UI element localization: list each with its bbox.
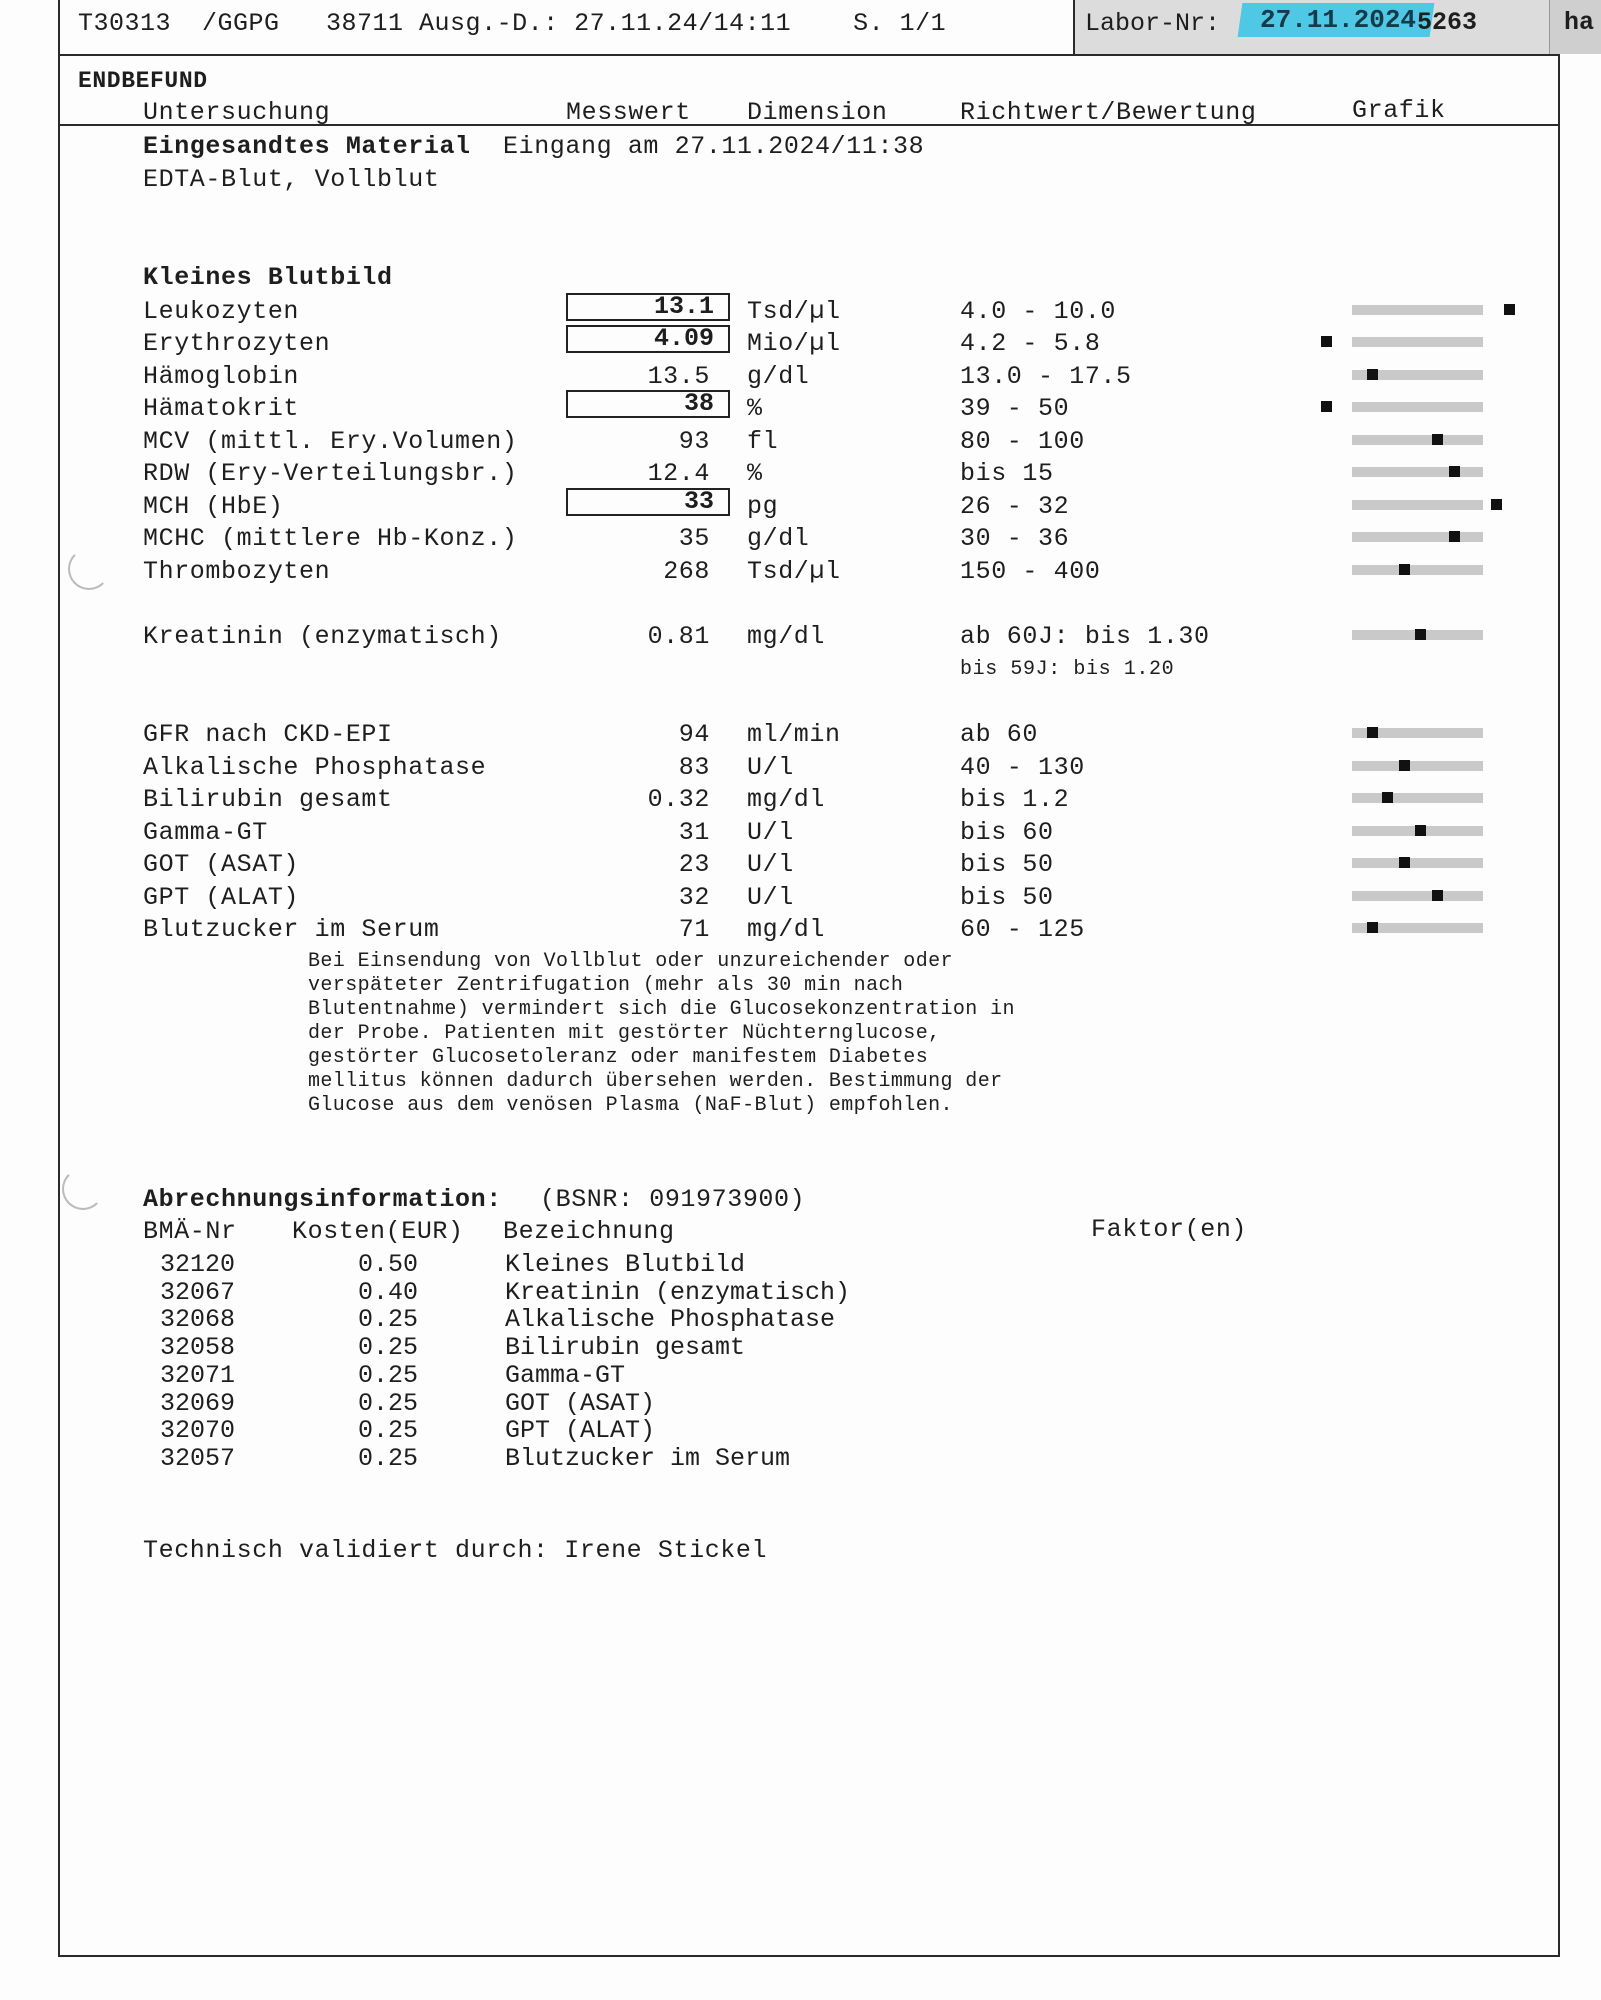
billing-code: 32058 bbox=[160, 1333, 236, 1363]
result-unit: Tsd/µl bbox=[747, 297, 841, 326]
result-value: 0.32 bbox=[647, 785, 710, 814]
result-name: Blutzucker im Serum bbox=[143, 915, 440, 944]
result-reference: 40 - 130 bbox=[960, 753, 1085, 782]
result-value-marker bbox=[1382, 792, 1393, 803]
result-value-marker bbox=[1432, 890, 1443, 901]
result-value-flagged: 4.09 bbox=[566, 325, 730, 353]
result-value-flagged: 38 bbox=[566, 390, 730, 418]
billing-code: 32070 bbox=[160, 1416, 236, 1446]
result-value-marker bbox=[1367, 922, 1378, 933]
result-value: 83 bbox=[678, 753, 710, 782]
billing-desc: GOT (ASAT) bbox=[505, 1388, 656, 1418]
result-range-bar bbox=[1352, 532, 1483, 542]
result-name: Thrombozyten bbox=[143, 557, 331, 586]
result-name: MCHC (mittlere Hb-Konz.) bbox=[143, 524, 518, 553]
labor-suffix: ha bbox=[1564, 8, 1595, 37]
billing-desc: Kreatinin (enzymatisch) bbox=[505, 1277, 851, 1307]
result-unit: pg bbox=[747, 492, 779, 521]
result-reference: bis 60 bbox=[960, 818, 1054, 847]
column-divider bbox=[58, 124, 1558, 126]
result-name: Alkalische Phosphatase bbox=[143, 753, 487, 782]
result-name: GFR nach CKD-EPI bbox=[143, 720, 393, 749]
result-name: MCV (mittl. Ery.Volumen) bbox=[143, 427, 518, 456]
billing-col-factor: Faktor(en) bbox=[1091, 1215, 1248, 1244]
labor-date: 27.11.2024 bbox=[1260, 5, 1417, 35]
result-reference: 4.2 - 5.8 bbox=[960, 329, 1101, 358]
punch-hole-mark bbox=[68, 548, 110, 590]
col-reference: Richtwert/Bewertung bbox=[960, 98, 1257, 127]
result-name: GOT (ASAT) bbox=[143, 850, 300, 879]
result-name: Bilirubin gesamt bbox=[143, 785, 393, 814]
result-value-marker bbox=[1415, 825, 1426, 836]
result-range-bar bbox=[1352, 337, 1483, 347]
result-reference: 4.0 - 10.0 bbox=[960, 297, 1117, 326]
result-unit: g/dl bbox=[747, 362, 810, 391]
result-reference: ab 60 bbox=[960, 720, 1039, 749]
billing-code: 32120 bbox=[160, 1250, 236, 1279]
result-unit: fl bbox=[747, 427, 779, 456]
result-unit: U/l bbox=[747, 753, 794, 782]
result-value-marker bbox=[1367, 369, 1378, 380]
billing-code: 32071 bbox=[160, 1360, 236, 1390]
result-unit: mg/dl bbox=[747, 785, 826, 814]
result-reference: bis 1.2 bbox=[960, 785, 1070, 814]
billing-desc: Alkalische Phosphatase bbox=[505, 1305, 836, 1335]
report-status: ENDBEFUND bbox=[78, 68, 208, 94]
billing-desc: Bilirubin gesamt bbox=[505, 1333, 746, 1363]
result-value: 0.81 bbox=[647, 622, 710, 651]
result-reference: bis 15 bbox=[960, 459, 1054, 488]
result-value-marker bbox=[1399, 760, 1410, 771]
result-range-bar bbox=[1352, 565, 1483, 575]
labor-date-highlight bbox=[1238, 3, 1435, 37]
billing-cost: 0.25 bbox=[358, 1333, 419, 1363]
result-unit: Tsd/µl bbox=[747, 557, 841, 586]
billing-cost: 0.25 bbox=[358, 1360, 419, 1390]
result-unit: % bbox=[747, 459, 763, 488]
billing-desc: Kleines Blutbild bbox=[505, 1250, 746, 1279]
result-value-marker bbox=[1449, 531, 1460, 542]
result-name: MCH (HbE) bbox=[143, 492, 284, 521]
result-unit: U/l bbox=[747, 883, 794, 912]
result-value: 268 bbox=[663, 557, 710, 586]
result-value-marker bbox=[1432, 434, 1443, 445]
result-name: Hämoglobin bbox=[143, 362, 300, 391]
result-reference: 60 - 125 bbox=[960, 915, 1085, 944]
billing-cost: 0.40 bbox=[358, 1277, 419, 1307]
result-value: 13.5 bbox=[647, 362, 710, 391]
header-info: T30313 /GGPG 38711 Ausg.-D.: 27.11.24/14:11 S. 1/1 bbox=[78, 9, 947, 38]
glucose-note: Bei Einsendung von Vollblut oder unzureichender oder verspäteter Zentrifugation (mehr als 30 min nach Blutentnahme) vermindert sich die Glucosekonzentration in der Probe. Patienten mit gestörter Nüchternglucose, gestörter Glucosetoleranz oder manifestem Diabetes mellitus können dadurch übersehen werden. Bestimmung der Glucose aus dem venösen Plasma (NaF-Blut) empfohlen. bbox=[308, 950, 1015, 1117]
billing-col-cost: Kosten(EUR) bbox=[292, 1217, 464, 1246]
result-value-marker bbox=[1367, 727, 1378, 738]
billing-cost: 0.25 bbox=[358, 1305, 419, 1335]
result-reference: bis 50 bbox=[960, 850, 1054, 879]
result-reference-secondary: bis 59J: bis 1.20 bbox=[960, 658, 1175, 681]
result-range-bar bbox=[1352, 858, 1483, 868]
result-unit: Mio/µl bbox=[747, 329, 841, 358]
result-range-bar bbox=[1352, 500, 1483, 510]
billing-bsnr: (BSNR: 091973900) bbox=[540, 1185, 806, 1214]
result-value: 23 bbox=[678, 850, 710, 879]
material-type: EDTA-Blut, Vollblut bbox=[143, 165, 440, 194]
result-name: Hämatokrit bbox=[143, 394, 300, 423]
result-range-bar bbox=[1352, 305, 1483, 315]
result-reference: 13.0 - 17.5 bbox=[960, 362, 1132, 391]
result-range-bar bbox=[1352, 467, 1483, 477]
result-reference: ab 60J: bis 1.30 bbox=[960, 622, 1210, 651]
billing-code: 32069 bbox=[160, 1388, 236, 1418]
billing-desc: GPT (ALAT) bbox=[505, 1416, 656, 1446]
col-value: Messwert bbox=[566, 98, 691, 127]
labor-suffix-cell bbox=[1549, 0, 1601, 54]
result-value-flagged: 33 bbox=[566, 488, 730, 516]
result-value-marker bbox=[1449, 466, 1460, 477]
result-value: 35 bbox=[678, 524, 710, 553]
result-name: GPT (ALAT) bbox=[143, 883, 300, 912]
result-value-marker bbox=[1415, 629, 1426, 640]
billing-col-desc: Bezeichnung bbox=[503, 1217, 675, 1246]
result-value-flagged: 13.1 bbox=[566, 293, 730, 321]
billing-code: 32067 bbox=[160, 1277, 236, 1307]
result-unit: mg/dl bbox=[747, 622, 826, 651]
punch-hole-mark bbox=[62, 1168, 104, 1210]
result-value: 32 bbox=[678, 883, 710, 912]
result-reference: 150 - 400 bbox=[960, 557, 1101, 586]
billing-cost: 0.25 bbox=[358, 1388, 419, 1418]
result-unit: U/l bbox=[747, 850, 794, 879]
billing-code: 32068 bbox=[160, 1305, 236, 1335]
billing-desc: Blutzucker im Serum bbox=[505, 1443, 791, 1473]
billing-cost: 0.50 bbox=[358, 1250, 419, 1279]
section-blutbild: Kleines Blutbild bbox=[143, 263, 393, 292]
billing-desc: Gamma-GT bbox=[505, 1360, 626, 1390]
result-value-marker bbox=[1399, 857, 1410, 868]
result-value: 71 bbox=[678, 915, 710, 944]
result-reference: 26 - 32 bbox=[960, 492, 1070, 521]
billing-cost: 0.25 bbox=[358, 1443, 419, 1473]
result-value: 94 bbox=[678, 720, 710, 749]
billing-cost: 0.25 bbox=[358, 1416, 419, 1446]
result-value: 31 bbox=[678, 818, 710, 847]
result-unit: % bbox=[747, 394, 763, 423]
result-unit: ml/min bbox=[747, 720, 841, 749]
result-value-marker bbox=[1491, 499, 1502, 510]
report-header bbox=[58, 0, 1595, 56]
material-received: Eingang am 27.11.2024/11:38 bbox=[503, 132, 925, 161]
material-title: Eingesandtes Material bbox=[143, 132, 471, 161]
result-value-marker bbox=[1321, 336, 1332, 347]
col-graphic: Grafik bbox=[1352, 96, 1446, 125]
result-unit: U/l bbox=[747, 818, 794, 847]
validation-text: Technisch validiert durch: Irene Stickel bbox=[143, 1536, 768, 1565]
billing-col-code: BMÄ-Nr bbox=[143, 1217, 237, 1246]
result-value: 12.4 bbox=[647, 459, 710, 488]
result-value-marker bbox=[1321, 401, 1332, 412]
col-unit: Dimension bbox=[747, 98, 888, 127]
result-name: Erythrozyten bbox=[143, 329, 331, 358]
result-unit: g/dl bbox=[747, 524, 810, 553]
result-range-bar bbox=[1352, 891, 1483, 901]
result-reference: 30 - 36 bbox=[960, 524, 1070, 553]
result-reference: bis 50 bbox=[960, 883, 1054, 912]
result-reference: 39 - 50 bbox=[960, 394, 1070, 423]
result-value-marker bbox=[1399, 564, 1410, 575]
result-name: Kreatinin (enzymatisch) bbox=[143, 622, 502, 651]
billing-code: 32057 bbox=[160, 1443, 236, 1473]
col-test: Untersuchung bbox=[143, 98, 331, 127]
result-name: Gamma-GT bbox=[143, 818, 268, 847]
result-name: RDW (Ery-Verteilungsbr.) bbox=[143, 459, 518, 488]
result-range-bar bbox=[1352, 793, 1483, 803]
labor-label: Labor-Nr: bbox=[1085, 9, 1221, 38]
labor-number: 5263 bbox=[1417, 8, 1478, 37]
result-value-marker bbox=[1504, 304, 1515, 315]
result-range-bar bbox=[1352, 435, 1483, 445]
result-range-bar bbox=[1352, 402, 1483, 412]
result-reference: 80 - 100 bbox=[960, 427, 1085, 456]
labor-number-box bbox=[1073, 0, 1601, 54]
result-range-bar bbox=[1352, 761, 1483, 771]
billing-title: Abrechnungsinformation: bbox=[143, 1185, 502, 1214]
result-value: 93 bbox=[678, 427, 710, 456]
result-name: Leukozyten bbox=[143, 297, 300, 326]
result-unit: mg/dl bbox=[747, 915, 826, 944]
